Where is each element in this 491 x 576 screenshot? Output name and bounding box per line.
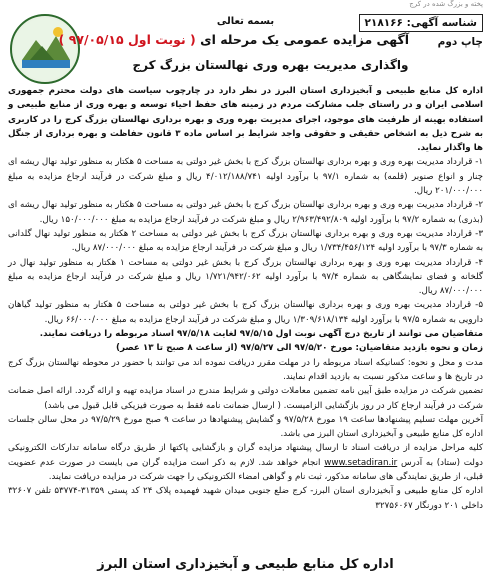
documents-text-b: انجام خواهد شد. لازم به ذکر است مزایده گران می بایست در صورت عدم عضویت قبلی، از طریق نمایندگی های سامانه مذکور، ثبت نام و گواهی امضاء الکترونیکی را جهت شرکت در مزایده دریافت نمایند. (8, 457, 483, 483)
address-paragraph: اداره کل منابع طبیعی و آبخیزداری استان البرز- کرج ضلع جنوبی میدان شهید فهمیده پلاک ۲۴ کد پستی ۳۱۳۵۹-۵۳۷۷۴ تلفن ۳۲۶۰۷ داخلی ۲۰۱ دورنگار ۳۲۷۵۶۰۶۷ (8, 486, 484, 511)
bismillah: بسمه تعالی (216, 16, 275, 27)
applicants-paragraph: متقاضیان می توانند از تاریخ درج آگهی نوبت اول ۹۷/۵/۱۵ لغایت ۹۷/۵/۱۸ اسناد مربوطه را دریافت نمایند. (39, 329, 483, 340)
ad-title-date: ( نوبت اول ۹۷/۰۵/۱۵ ) (58, 32, 196, 47)
ad-id-box: شناسه آگهی: ۲۱۸۱۶۶ (359, 14, 483, 32)
documents-paragraph (8, 441, 483, 484)
list-item-5: ۵- قرارداد مدیریت بهره وری و بهره برداری نهالستان بزرگ کرج با بخش غیر دولتی به مساحت ۵ هکتار به منظور تولید گیاهان دارویی به شماره ۹۷/۵ با برآورد اولیه ۱/۳۰۹/۶۱۸/۱۳۴ ریال و مبلغ شرکت در فرآیند ارجاع مزایده به مبلغ ۶۶/۰۰۰/۰۰۰ ریال. (8, 300, 483, 325)
list-item-3: ۳- قرارداد مدیریت بهره وری و بهره برداری نهالستان بزرگ کرج با بخش غیر دولتی به مساحت ۲ هکتار به منظور تولید نهال گلدانی به شماره ۹۷/۳ با برآورد اولیه ۱/۷۳۴/۴۵۶/۱۲۴ ریال و مبلغ شرکت در فرآیند ارجاع مزایده به مبلغ ۸۷/۰۰۰/۰۰۰ ریال. (8, 228, 483, 254)
list-item-2: ۲- قرارداد مدیریت بهره وری و بهره برداری نهالستان بزرگ کرج با بخش غیر دولتی به مساحت ۵ هکتار به منظور تولید نهال ریشه ای (بذری) به شماره ۹۷/۲ با برآورد اولیه ۲/۹۶۳/۴۹۲/۸۰۹ ریال و مبلغ شرکت در فرآیند ارجاع مزایده به مبلغ ۱۵۰/۰۰۰/۰۰۰ ریال. (8, 200, 483, 225)
website-link[interactable]: www.setadiran.ir (324, 457, 398, 468)
footer-organization: اداره کل منابع طبیعی و آبخیزداری استان البرز (97, 557, 394, 572)
ad-title-prefix: آگهی مزایده عمومی یک مرحله ای (200, 32, 409, 47)
method-paragraph: مدت و محل و نحوه: کسانیکه اسناد مربوطه را در مهلت مقرر دریافت نموده اند می توانند با حضور در محوطه نهالستان بزرگ کرج در تاریخ ها و ساعت مذکور نسبت به بازدید اقدام نمایند. (8, 357, 483, 382)
ad-subtitle: واگذاری مدیریت بهره وری نهالستان بزرگ کرج (132, 58, 409, 72)
ad-title (58, 32, 409, 47)
list-item-1: ۱- قرارداد مدیریت بهره وری و بهره برداری نهالستان بزرگ کرج با بخش غیر دولتی به مساحت ۵ هکتار به منظور تولید نهال ریشه ای چنار و انواع صنوبر (قلمه) به شماره ۹۷/۱ با برآورد اولیه ۴/۰۱۲/۱۸۸/۷۴۱ ریال و مبلغ شرکت در فرآیند ارجاع مزایده به مبلغ ۲۰۱/۰۰۰/۰۰۰ ریال. (8, 157, 483, 197)
documents-text-a: کلیه مراحل مزایده از دریافت اسناد تا ارسال پیشنهاد مزایده گران و بازگشایی پاکتها از طریق درگاه سامانه تدارکات الکترونیکی دولت (ستاد) به آدرس (8, 443, 484, 468)
visit-paragraph: زمان و نحوه بازدید متقاضیان: مورخ ۹۷/۵/۲۰ الی ۹۷/۵/۲۷ (از ساعت ۸ صبح تا ۱۳ عصر) (115, 343, 483, 354)
corner-text: پخته و بزرگ شده در کرج (409, 0, 483, 8)
edition-label: چاپ دوم (437, 36, 483, 48)
ad-body (8, 84, 483, 513)
guarantee-paragraph: تضمین شرکت در مزایده طبق آیین نامه تضمین معاملات دولتی و شرایط مندرج در اسناد مزایده تهیه و ارائه گردد. ارائه اصل ضمانت شرکت در فرآیند ارجاع کار در روز بازگشایی الزامیست. ( ارسال ضمانت نامه فقط به صورت فیزیکی قابل قبول می باشد) (8, 386, 483, 411)
intro-paragraph: اداره کل منابع طبیعی و آبخیزداری استان البرز در نظر دارد در چارچوب سیاست های دولت محترم جمهوری اسلامی ایران و در راستای جلب مشارکت مردم در زمینه های حفظ احیاء توسعه و بهره وری از منابع طبیعی و استفاده بهینه از ظرفیت های موجود، اجرای مدیریت بهره وری و بهره برداری نهالستان بزرگ کرج را در کاربری به شرح ذیل به اشخاص حقیقی و حقوقی واجد شرایط بر اساس ماده ۳ قانون حفاظت و بهره برداری از جنگل ها واگذار نماید. (8, 86, 484, 154)
deadline-paragraph: آخرین مهلت تسلیم پیشنهادها ساعت ۱۹ مورخ ۹۷/۵/۲۸ و گشایش پیشنهادها در ساعت ۹ صبح مورخ ۹۷/۵/۲۹ در محل سالن جلسات اداره کل منابع طبیعی و آبخیزداری استان البرز می باشد. (8, 414, 483, 440)
list-item-4: ۴- قرارداد مدیریت بهره وری و بهره برداری نهالستان بزرگ کرج با بخش غیر دولتی به مساحت ۱ هکتار به منظور تولید نهال در گلخانه و فضای نمایشگاهی به شماره ۹۷/۴ با برآورد اولیه ۱/۷۲۱/۹۴۲/۰۶۲ ریال و مبلغ شرکت در فرآیند ارجاع مزایده به مبلغ ۸۷/۰۰۰/۰۰۰ ریال. (8, 257, 483, 297)
header (8, 6, 483, 84)
